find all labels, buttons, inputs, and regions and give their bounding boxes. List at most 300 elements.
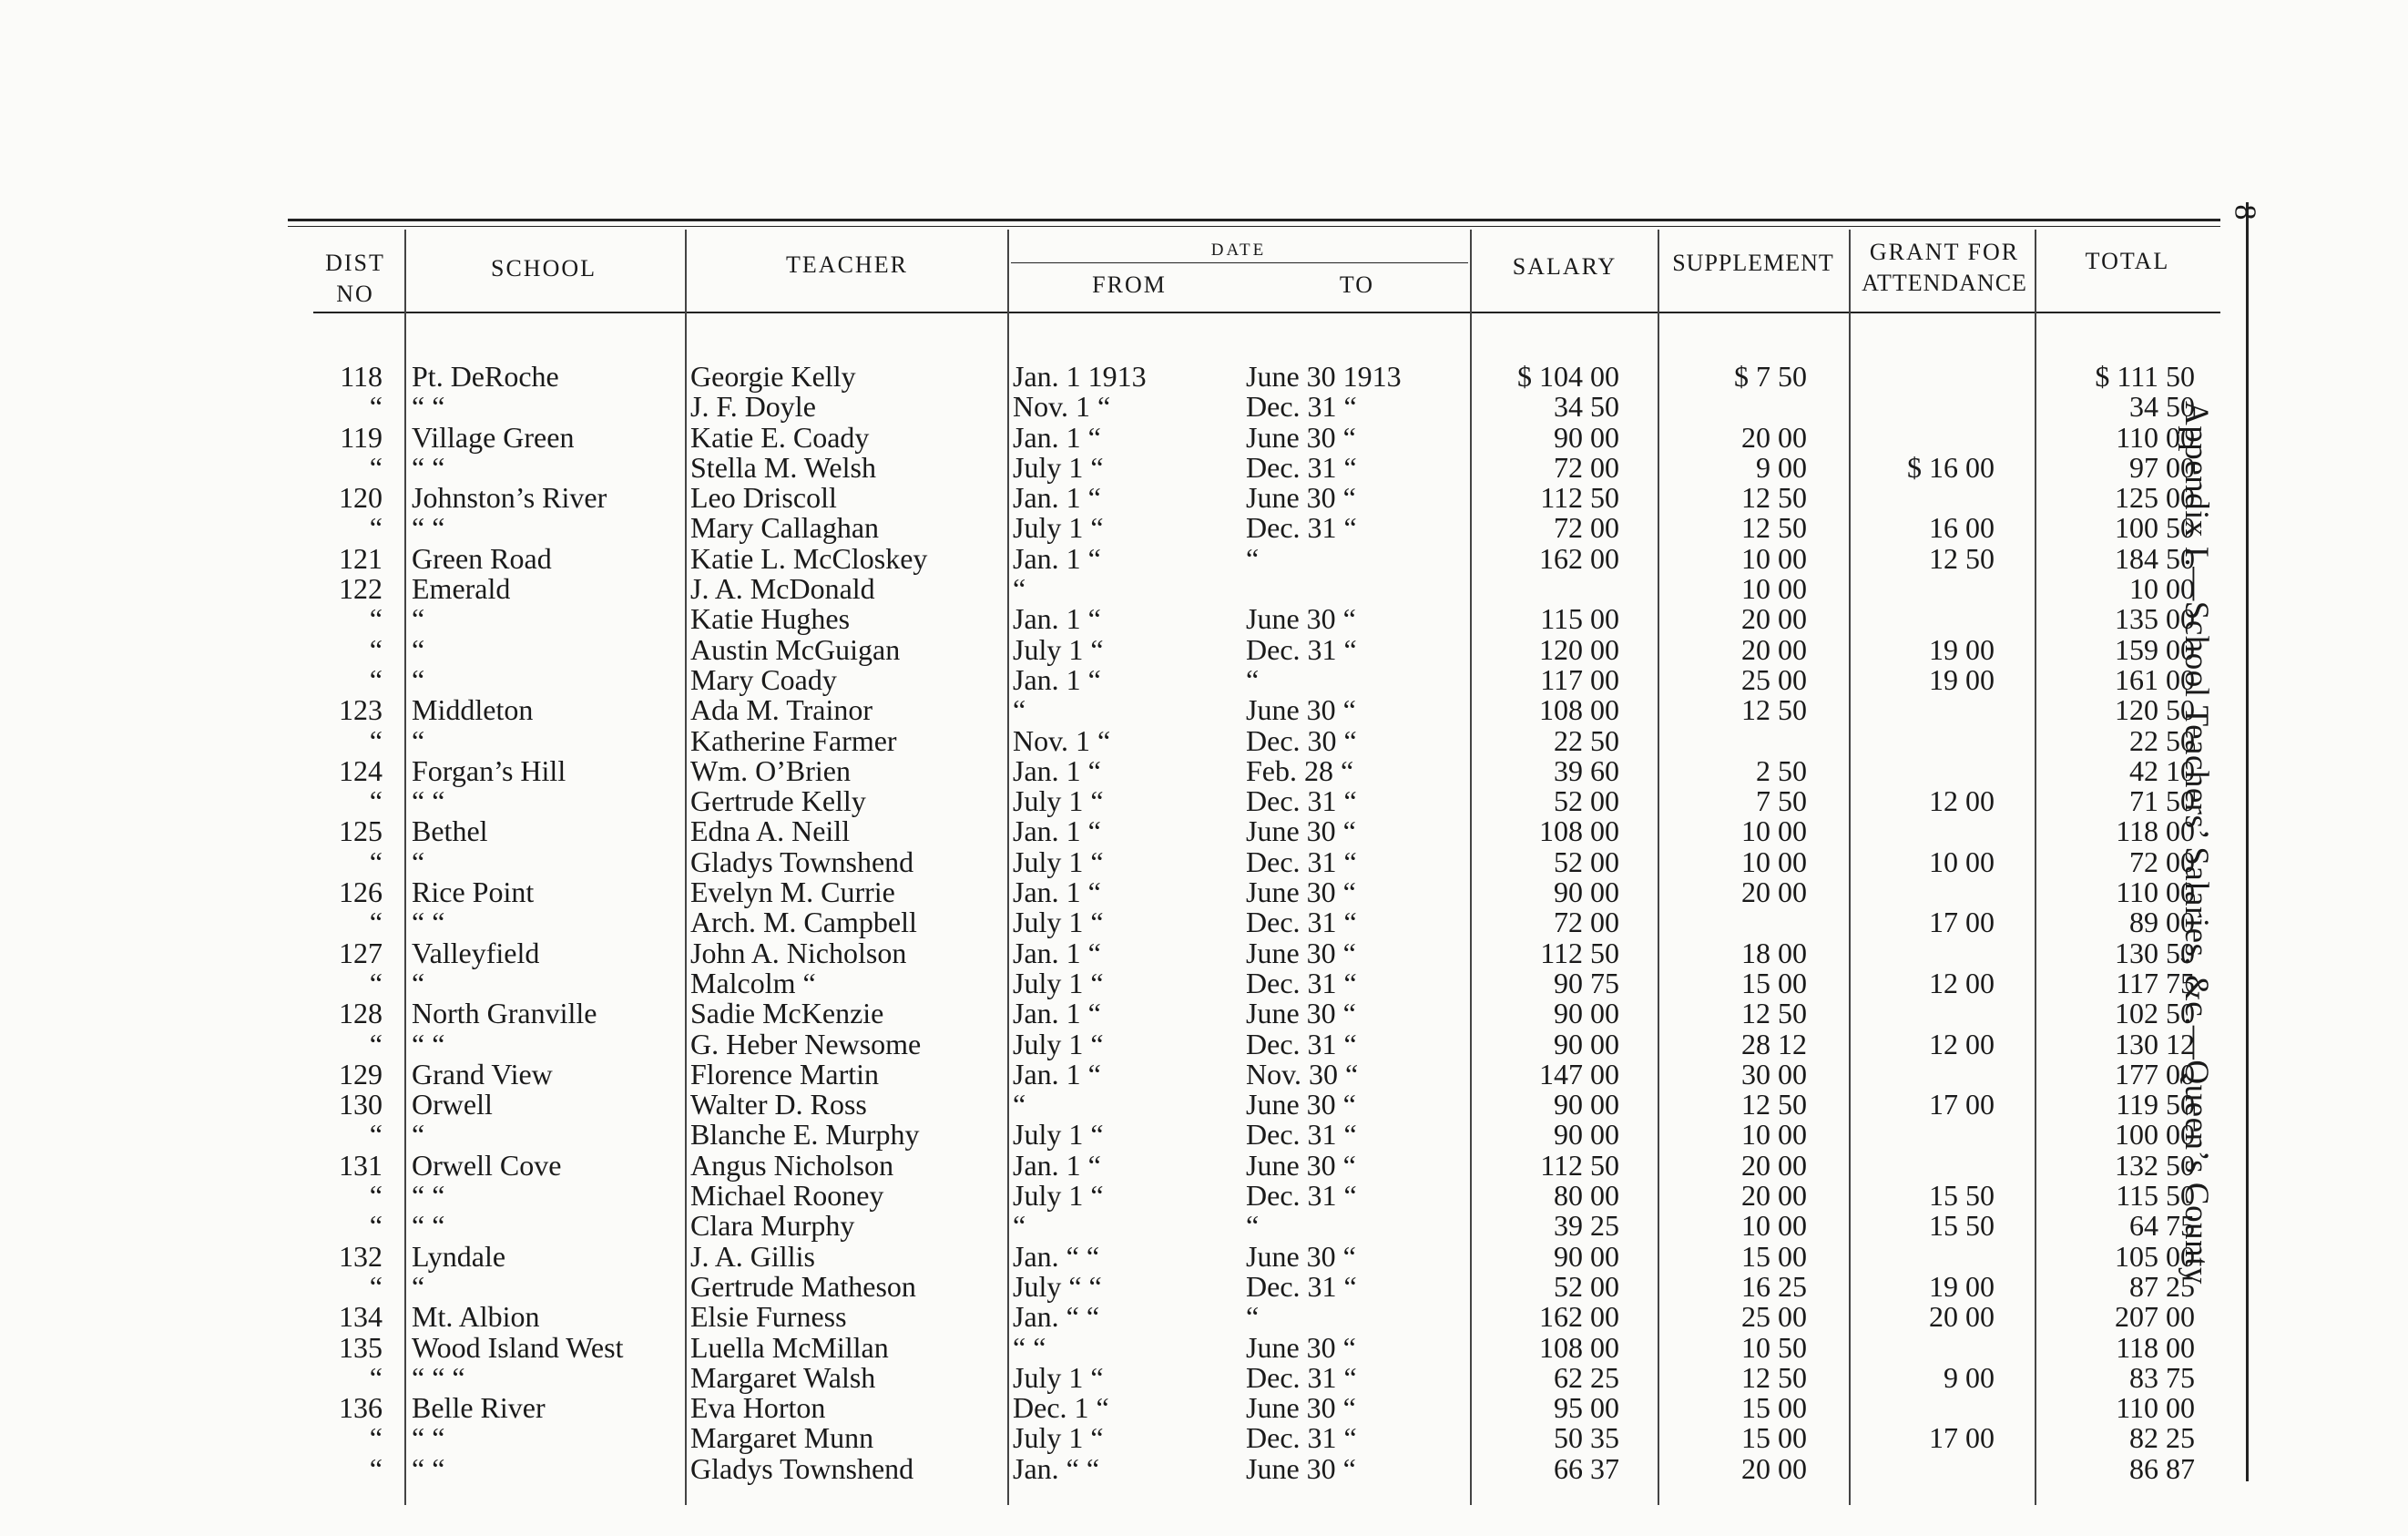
dist-cell: 126	[339, 876, 383, 909]
header-supplement: SUPPLEMENT	[1672, 250, 1834, 276]
date-from-cell: July 1 “	[1013, 511, 1104, 545]
table-row	[0, 1269, 2250, 1303]
teacher-cell: Clara Murphy	[690, 1209, 855, 1243]
total-cell: 177 00	[2115, 1057, 2195, 1091]
supplement-cell: 25 00	[1741, 1300, 1807, 1334]
school-cell: “ “	[412, 1451, 445, 1485]
grant-cell: 10 00	[1929, 845, 1995, 878]
salary-cell: 50 35	[1554, 1421, 1619, 1455]
table-row	[0, 907, 2250, 937]
date-to-cell: Dec. 31 “	[1246, 1269, 1357, 1303]
date-to-cell: June 30 “	[1246, 1391, 1356, 1425]
table-row	[0, 786, 2250, 816]
salary-cell: 66 37	[1554, 1451, 1619, 1485]
date-from-cell: Jan. “ “	[1013, 1300, 1100, 1334]
date-from-cell: Jan. 1 “	[1013, 602, 1101, 636]
salary-cell: 22 50	[1554, 723, 1619, 757]
date-from-cell: July 1 “	[1013, 1027, 1104, 1060]
grant-cell: 9 00	[1944, 1360, 1995, 1394]
table-row	[0, 541, 2250, 575]
supplement-cell: 2 50	[1756, 753, 1807, 787]
teacher-cell: Gladys Townshend	[690, 1451, 914, 1485]
teacher-cell: Blanche E. Murphy	[690, 1118, 920, 1152]
date-from-cell: Nov. 1 “	[1013, 390, 1111, 424]
school-cell: Lyndale	[412, 1239, 506, 1273]
school-cell: “	[412, 723, 425, 757]
total-cell: $ 111 50	[2095, 360, 2195, 393]
date-to-cell: June 30 “	[1246, 936, 1356, 969]
school-cell: “	[412, 845, 425, 878]
school-cell: “ “	[412, 390, 445, 424]
grant-cell: 17 00	[1929, 1088, 1995, 1121]
grant-cell: 12 00	[1929, 784, 1995, 818]
date-from-cell: July 1 “	[1013, 632, 1104, 666]
dist-cell: “	[369, 723, 383, 757]
dist-cell: “	[369, 784, 383, 818]
header-salary: SALARY	[1512, 253, 1617, 280]
header-teacher: TEACHER	[786, 251, 908, 278]
teacher-cell: J. F. Doyle	[690, 390, 816, 424]
teacher-cell: Luella McMillan	[690, 1330, 889, 1364]
date-from-cell: “ “	[1013, 1330, 1046, 1364]
salary-table-body	[0, 362, 2250, 1484]
date-from-cell: Jan. 1 “	[1013, 753, 1101, 787]
date-to-cell: Dec. 31 “	[1246, 632, 1357, 666]
total-cell: 42 10	[2129, 753, 2195, 787]
school-cell: Pt. DeRoche	[412, 360, 559, 393]
date-from-cell: July 1 “	[1013, 1118, 1104, 1152]
grant-cell: 16 00	[1929, 511, 1995, 545]
dist-cell: “	[369, 1179, 383, 1213]
school-cell: “ “	[412, 1421, 445, 1455]
date-to-cell: Dec. 31 “	[1246, 845, 1357, 878]
grant-cell: 17 00	[1929, 906, 1995, 939]
school-cell: Emerald	[412, 572, 511, 606]
salary-cell: 39 25	[1554, 1209, 1619, 1243]
table-row	[0, 1330, 2250, 1364]
date-from-cell: July 1 “	[1013, 1179, 1104, 1213]
supplement-cell: 10 50	[1741, 1330, 1807, 1364]
salary-cell: 95 00	[1554, 1391, 1619, 1425]
dist-cell: 120	[339, 481, 383, 515]
grant-cell: 19 00	[1929, 632, 1995, 666]
table-row	[0, 662, 2250, 696]
date-from-cell: Jan. 1 “	[1013, 420, 1101, 454]
total-cell: 120 50	[2115, 693, 2195, 727]
school-cell: “ “	[412, 450, 445, 484]
teacher-cell: Eva Horton	[690, 1391, 826, 1425]
salary-cell: 90 00	[1554, 1088, 1619, 1121]
date-to-cell: Dec. 31 “	[1246, 1179, 1357, 1213]
date-from-cell: “	[1013, 693, 1026, 727]
salary-cell: 162 00	[1539, 541, 1619, 575]
total-cell: 184 50	[2115, 541, 2195, 575]
salary-cell: 62 25	[1554, 1360, 1619, 1394]
school-cell: Orwell	[412, 1088, 493, 1121]
teacher-cell: Malcolm “	[690, 966, 816, 999]
date-from-cell: July 1 “	[1013, 450, 1104, 484]
school-cell: “	[412, 662, 425, 696]
school-cell: Belle River	[412, 1391, 546, 1425]
supplement-cell: 12 50	[1741, 997, 1807, 1030]
dist-cell: “	[369, 1421, 383, 1455]
salary-cell: $ 104 00	[1517, 360, 1619, 393]
salary-cell: 117 00	[1540, 662, 1619, 696]
total-cell: 115 50	[2116, 1179, 2195, 1213]
header-from: FROM	[1092, 271, 1167, 298]
teacher-cell: Sadie McKenzie	[690, 997, 884, 1030]
appendix-side-title: Appendix I.—School Teachers’ Salaries, &c.—Queen’s County	[2178, 401, 2215, 1285]
dist-cell: 132	[339, 1239, 383, 1273]
dist-cell: “	[369, 906, 383, 939]
teacher-cell: Katie Hughes	[690, 602, 851, 636]
date-to-cell: Nov. 30 “	[1246, 1057, 1359, 1091]
grant-cell: 12 00	[1929, 966, 1995, 999]
teacher-cell: Evelyn M. Currie	[690, 876, 895, 909]
total-cell: 132 50	[2115, 1148, 2195, 1182]
date-to-cell: Dec. 31 “	[1246, 1027, 1357, 1060]
supplement-cell: 9 00	[1756, 450, 1807, 484]
date-from-cell: Jan. 1 “	[1013, 997, 1101, 1030]
teacher-cell: J. A. Gillis	[690, 1239, 815, 1273]
supplement-cell: 10 00	[1741, 1118, 1807, 1152]
supplement-cell: 10 00	[1741, 1209, 1807, 1243]
dist-cell: 127	[339, 936, 383, 969]
supplement-cell: 20 00	[1741, 602, 1807, 636]
total-cell: 102 50	[2115, 997, 2195, 1030]
teacher-cell: Michael Rooney	[690, 1179, 884, 1213]
school-cell: “	[412, 1118, 425, 1152]
table-row	[0, 816, 2250, 846]
dist-cell: “	[369, 1360, 383, 1394]
date-to-cell: June 30 “	[1246, 1148, 1356, 1182]
grant-cell: 19 00	[1929, 662, 1995, 696]
teacher-cell: Elsie Furness	[690, 1300, 847, 1334]
teacher-cell: Mary Coady	[690, 662, 837, 696]
date-from-cell: July 1 “	[1013, 1421, 1104, 1455]
teacher-cell: Austin McGuigan	[690, 632, 901, 666]
table-row	[0, 1181, 2250, 1211]
header-school: SCHOOL	[490, 255, 597, 282]
teacher-cell: John A. Nicholson	[690, 936, 907, 969]
total-cell: 71 50	[2129, 784, 2195, 818]
dist-cell: “	[369, 390, 383, 424]
school-cell: Middleton	[412, 693, 534, 727]
table-row	[0, 938, 2250, 968]
date-to-cell: “	[1246, 541, 1260, 575]
date-from-cell: Jan. 1 “	[1013, 876, 1101, 909]
date-to-cell: “	[1246, 1300, 1260, 1334]
table-row	[0, 1302, 2250, 1332]
school-cell: “	[412, 632, 425, 666]
teacher-cell: Angus Nicholson	[690, 1148, 894, 1182]
total-cell: 110 00	[2116, 420, 2195, 454]
teacher-cell: G. Heber Newsome	[690, 1027, 922, 1060]
salary-cell: 112 50	[1540, 936, 1619, 969]
date-to-cell: Dec. 31 “	[1246, 1421, 1357, 1455]
salary-cell: 115 00	[1540, 602, 1619, 636]
date-to-cell: June 30 “	[1246, 693, 1356, 727]
school-cell: “ “ “	[412, 1360, 465, 1394]
table-row	[0, 1393, 2250, 1423]
salary-cell: 90 00	[1554, 876, 1619, 909]
date-to-cell: June 30 “	[1246, 602, 1356, 636]
date-to-cell: Dec. 31 “	[1246, 1118, 1357, 1152]
table-row	[0, 1423, 2250, 1453]
date-from-cell: Jan. 1 1913	[1013, 360, 1147, 393]
salary-cell: 108 00	[1539, 1330, 1619, 1364]
header-grant	[1849, 237, 2040, 299]
school-cell: “ “	[412, 511, 445, 545]
teacher-cell: Margaret Munn	[690, 1421, 874, 1455]
teacher-cell: Katie E. Coady	[690, 420, 870, 454]
supplement-cell: 15 00	[1741, 1239, 1807, 1273]
date-to-cell: June 30 “	[1246, 1239, 1356, 1273]
table-row	[0, 574, 2250, 604]
grant-cell: 17 00	[1929, 1421, 1995, 1455]
supplement-cell: 10 00	[1741, 541, 1807, 575]
school-cell: Mt. Albion	[412, 1300, 540, 1334]
teacher-cell: Katherine Farmer	[690, 723, 897, 757]
date-from-cell: Jan. 1 “	[1013, 1057, 1101, 1091]
date-from-cell: July 1 “	[1013, 784, 1104, 818]
salary-cell: 90 00	[1554, 997, 1619, 1030]
salary-cell: 52 00	[1554, 845, 1619, 878]
table-row	[0, 968, 2250, 998]
table-row	[0, 1090, 2250, 1120]
dist-cell: “	[369, 511, 383, 545]
header-dist-line2: NO	[336, 281, 374, 307]
teacher-cell: Mary Callaghan	[690, 511, 880, 545]
date-from-cell: Jan. “ “	[1013, 1451, 1100, 1485]
teacher-cell: Leo Driscoll	[690, 481, 837, 515]
supplement-cell: 16 25	[1741, 1269, 1807, 1303]
supplement-cell: $ 7 50	[1734, 360, 1807, 393]
salary-cell: 90 00	[1554, 1239, 1619, 1273]
total-cell: 119 50	[2116, 1088, 2195, 1121]
supplement-cell: 20 00	[1741, 1451, 1807, 1485]
school-cell: Valleyfield	[412, 936, 540, 969]
supplement-cell: 12 50	[1741, 693, 1807, 727]
supplement-cell: 10 00	[1741, 814, 1807, 848]
supplement-cell: 20 00	[1741, 1148, 1807, 1182]
supplement-cell: 20 00	[1741, 876, 1807, 909]
teacher-cell: Margaret Walsh	[690, 1360, 876, 1394]
date-to-cell: Dec. 31 “	[1246, 511, 1357, 545]
date-to-cell: June 30 “	[1246, 876, 1356, 909]
total-cell: 159 00	[2115, 632, 2195, 666]
date-to-cell: June 30 “	[1246, 814, 1356, 848]
table-row	[0, 847, 2250, 877]
school-cell: Orwell Cove	[412, 1148, 562, 1182]
date-from-cell: “	[1013, 1209, 1026, 1243]
table-row	[0, 604, 2250, 634]
teacher-cell: Katie L. McCloskey	[690, 541, 928, 575]
salary-cell: 90 00	[1554, 420, 1619, 454]
supplement-cell: 12 50	[1741, 481, 1807, 515]
date-from-cell: Nov. 1 “	[1013, 723, 1111, 757]
dist-cell: 135	[339, 1330, 383, 1364]
table-row	[0, 1451, 2250, 1485]
total-cell: 86 87	[2129, 1451, 2195, 1485]
date-from-cell: July 1 “	[1013, 845, 1104, 878]
table-row	[0, 753, 2250, 787]
dist-cell: 131	[339, 1148, 383, 1182]
school-cell: “ “	[412, 784, 445, 818]
date-from-cell: July 1 “	[1013, 1360, 1104, 1394]
teacher-cell: Stella M. Welsh	[690, 450, 876, 484]
dist-cell: “	[369, 1209, 383, 1243]
salary-cell: 34 50	[1554, 390, 1619, 424]
total-cell: 100 50	[2115, 511, 2195, 545]
supplement-cell: 20 00	[1741, 1179, 1807, 1213]
supplement-cell: 15 00	[1741, 966, 1807, 999]
date-from-cell: “	[1013, 572, 1026, 606]
top-rule-thin	[288, 226, 2220, 227]
date-from-cell: July “ “	[1013, 1269, 1102, 1303]
header-total: TOTAL	[2085, 248, 2170, 274]
teacher-cell: Gertrude Kelly	[690, 784, 866, 818]
table-row	[0, 1029, 2250, 1060]
school-cell: “	[412, 1269, 425, 1303]
dist-cell: 122	[339, 572, 383, 606]
total-cell: 82 25	[2129, 1421, 2195, 1455]
dist-cell: 124	[339, 753, 383, 787]
table-row	[0, 1120, 2250, 1150]
dist-cell: “	[369, 845, 383, 878]
table-row	[0, 1239, 2250, 1273]
grant-cell: 12 50	[1929, 541, 1995, 575]
total-cell: 130 50	[2115, 936, 2195, 969]
table-row	[0, 513, 2250, 543]
school-cell: North Granville	[412, 997, 597, 1030]
teacher-cell: Arch. M. Campbell	[690, 906, 917, 939]
salary-cell: 72 00	[1554, 511, 1619, 545]
table-row	[0, 483, 2250, 513]
salary-cell: 162 00	[1539, 1300, 1619, 1334]
supplement-cell: 20 00	[1741, 632, 1807, 666]
total-cell: 161 00	[2115, 662, 2195, 696]
supplement-cell: 12 50	[1741, 1360, 1807, 1394]
dist-cell: 119	[340, 420, 383, 454]
salary-cell: 80 00	[1554, 1179, 1619, 1213]
total-cell: 117 75	[2116, 966, 2195, 999]
table-row	[0, 723, 2250, 757]
date-to-cell: Dec. 31 “	[1246, 390, 1357, 424]
school-cell: “ “	[412, 1179, 445, 1213]
grant-cell: 12 00	[1929, 1027, 1995, 1060]
dist-cell: “	[369, 662, 383, 696]
total-cell: 130 12	[2115, 1027, 2195, 1060]
date-to-cell: June 30 1913	[1246, 360, 1402, 393]
school-cell: “ “	[412, 1209, 445, 1243]
table-row	[0, 1057, 2250, 1091]
grant-cell: 15 50	[1929, 1179, 1995, 1213]
salary-cell: 52 00	[1554, 784, 1619, 818]
salary-cell: 52 00	[1554, 1269, 1619, 1303]
total-cell: 34 50	[2129, 390, 2195, 424]
header-dist-no	[310, 248, 401, 310]
salary-cell: 72 00	[1554, 450, 1619, 484]
date-to-cell: June 30 “	[1246, 1451, 1356, 1485]
supplement-cell: 30 00	[1741, 1057, 1807, 1091]
teacher-cell: Ada M. Trainor	[690, 693, 873, 727]
header-bottom-rule	[313, 312, 2220, 313]
total-cell: 118 00	[2116, 1330, 2195, 1364]
salary-cell: 108 00	[1539, 693, 1619, 727]
total-cell: 110 00	[2116, 1391, 2195, 1425]
date-to-cell: June 30 “	[1246, 420, 1356, 454]
table-row	[0, 632, 2250, 666]
teacher-cell: Walter D. Ross	[690, 1088, 867, 1121]
date-to-cell: June 30 “	[1246, 1330, 1356, 1364]
total-cell: 64 75	[2129, 1209, 2195, 1243]
salary-cell: 39 60	[1554, 753, 1619, 787]
salary-cell: 108 00	[1539, 814, 1619, 848]
total-cell: 97 00	[2129, 450, 2195, 484]
date-from-cell: “	[1013, 1088, 1026, 1121]
supplement-cell: 20 00	[1741, 420, 1807, 454]
date-from-cell: Jan. “ “	[1013, 1239, 1100, 1273]
supplement-cell: 10 00	[1741, 845, 1807, 878]
total-cell: 87 25	[2129, 1269, 2195, 1303]
salary-cell: 72 00	[1554, 906, 1619, 939]
date-to-cell: Dec. 31 “	[1246, 966, 1357, 999]
supplement-cell: 12 50	[1741, 1088, 1807, 1121]
dist-cell: 134	[339, 1300, 383, 1334]
supplement-cell: 18 00	[1741, 936, 1807, 969]
dist-cell: 123	[339, 693, 383, 727]
date-to-cell: Dec. 31 “	[1246, 450, 1357, 484]
dist-cell: 128	[339, 997, 383, 1030]
salary-cell: 147 00	[1539, 1057, 1619, 1091]
date-to-cell: Dec. 31 “	[1246, 784, 1357, 818]
teacher-cell: Wm. O’Brien	[690, 753, 851, 787]
top-rule	[288, 219, 2220, 221]
total-cell: 72 00	[2129, 845, 2195, 878]
dist-cell: 121	[339, 541, 383, 575]
table-row	[0, 450, 2250, 484]
salary-cell: 90 75	[1554, 966, 1619, 999]
total-cell: 110 00	[2116, 876, 2195, 909]
table-row	[0, 362, 2250, 392]
teacher-cell: Florence Martin	[690, 1057, 880, 1091]
date-to-cell: “	[1246, 662, 1260, 696]
supplement-cell: 15 00	[1741, 1421, 1807, 1455]
date-to-cell: June 30 “	[1246, 481, 1356, 515]
date-from-cell: July 1 “	[1013, 906, 1104, 939]
school-cell: Bethel	[412, 814, 488, 848]
salary-cell: 90 00	[1554, 1118, 1619, 1152]
total-cell: 125 00	[2115, 481, 2195, 515]
table-row	[0, 998, 2250, 1029]
date-from-cell: Dec. 1 “	[1013, 1391, 1109, 1425]
date-from-cell: Jan. 1 “	[1013, 662, 1101, 696]
salary-cell: 90 00	[1554, 1027, 1619, 1060]
dist-cell: 125	[339, 814, 383, 848]
teacher-cell: Edna A. Neill	[690, 814, 851, 848]
dist-cell: 130	[339, 1088, 383, 1121]
supplement-cell: 15 00	[1741, 1391, 1807, 1425]
header-dist-line1: DIST	[325, 250, 385, 276]
total-cell: 10 00	[2129, 572, 2195, 606]
grant-cell: 20 00	[1929, 1300, 1995, 1334]
school-cell: Grand View	[412, 1057, 553, 1091]
school-cell: “ “	[412, 1027, 445, 1060]
date-from-cell: July 1 “	[1013, 966, 1104, 999]
school-cell: Rice Point	[412, 876, 535, 909]
supplement-cell: 12 50	[1741, 511, 1807, 545]
